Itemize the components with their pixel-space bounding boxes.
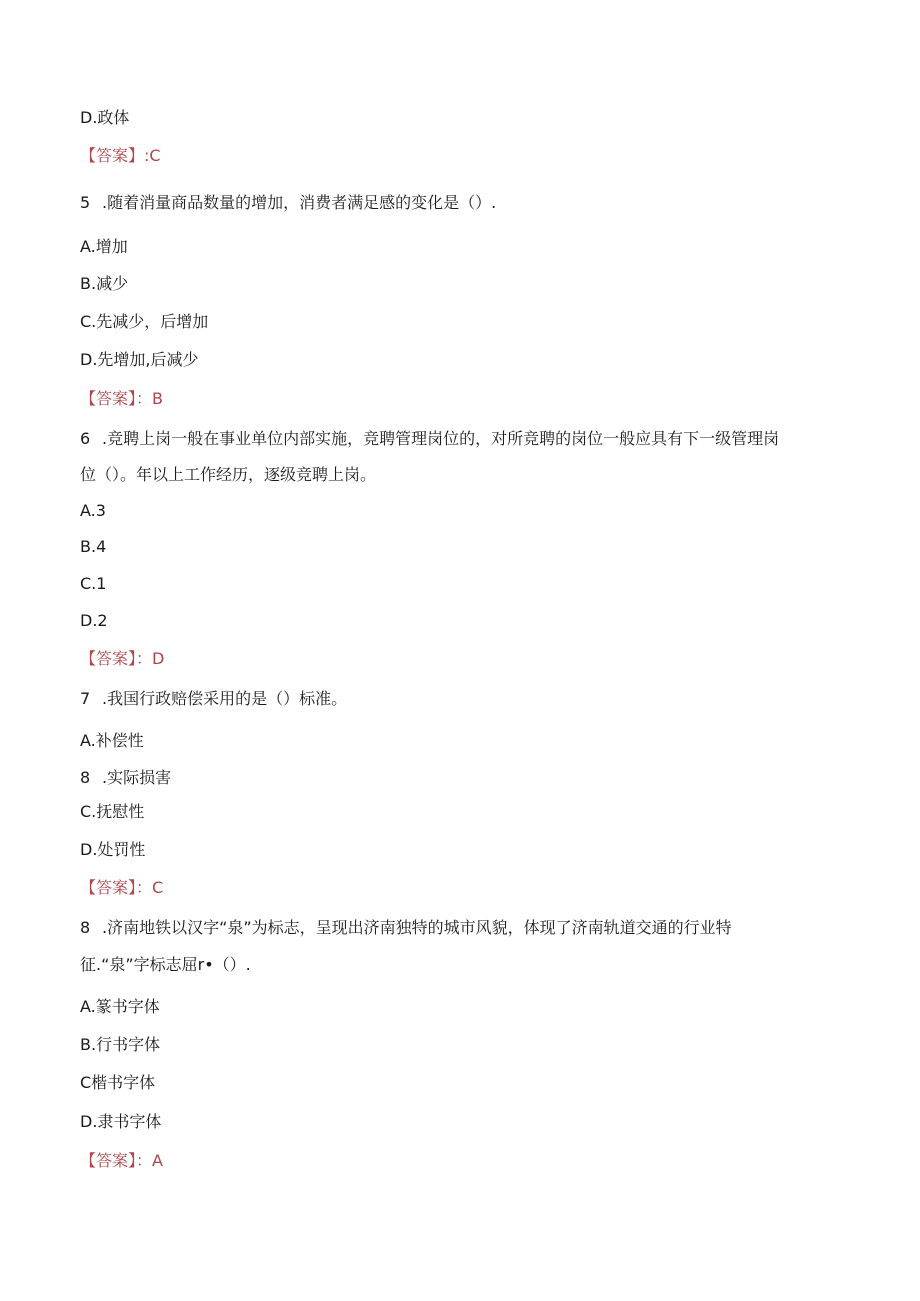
option-c: C楷书字体 (80, 1073, 156, 1092)
answer-line: 【答案】：D (80, 649, 165, 668)
option-d: D.政体 (80, 108, 130, 127)
question-text: .我国行政赔偿采用的是（）标准。 (102, 689, 348, 708)
option-b: B.行书字体 (80, 1035, 161, 1054)
question-number: 8 (80, 918, 91, 937)
option-a: A.增加 (80, 237, 128, 256)
question-6-continued: 位（）。年以上工作经历，逐级竞聘上岗。 (80, 465, 377, 484)
option-d: D.隶书字体 (80, 1112, 162, 1131)
option-a: A.补偿性 (80, 731, 144, 750)
answer-line: 【答案】：C (80, 878, 164, 897)
option-c: C.抚慰性 (80, 802, 145, 821)
question-text: .竞聘上岗一般在事业单位内部实施，竞聘管理岗位的，对所竞聘的岗位一般应具有下一级管理岗 (102, 429, 780, 448)
option-d: D.先增加,后减少 (80, 350, 199, 369)
question-8-continued: 征.“泉”字标志屈r•（）. (80, 955, 251, 974)
question-8 (80, 917, 732, 939)
option-c: C.1 (80, 574, 107, 593)
option-c: C.先减少，后增加 (80, 312, 209, 331)
option-text: .实际损害 (102, 768, 172, 787)
question-number: 5 (80, 193, 91, 212)
option-b: B.4 (80, 537, 107, 556)
option-d: D.2 (80, 611, 108, 630)
question-number: 6 (80, 429, 91, 448)
question-text: .济南地铁以汉字“泉”为标志，呈现出济南独特的城市风貌，体现了济南轨道交通的行业特 (102, 918, 732, 937)
question-6 (80, 428, 779, 450)
option-a: A.篆书字体 (80, 997, 160, 1016)
question-7 (80, 688, 347, 710)
option-b (80, 767, 171, 789)
question-5 (80, 192, 496, 214)
question-number: 7 (80, 689, 91, 708)
question-number: 8 (80, 768, 91, 787)
option-b: B.减少 (80, 274, 129, 293)
answer-line: 【答案】:C (80, 146, 161, 165)
option-a: A.3 (80, 501, 106, 520)
option-d: D.处罚性 (80, 840, 146, 859)
question-text: .随着消量商品数量的增加，消费者满足感的变化是（）. (102, 193, 497, 212)
answer-line: 【答案】：B (80, 389, 163, 408)
answer-line: 【答案】：A (80, 1151, 163, 1170)
